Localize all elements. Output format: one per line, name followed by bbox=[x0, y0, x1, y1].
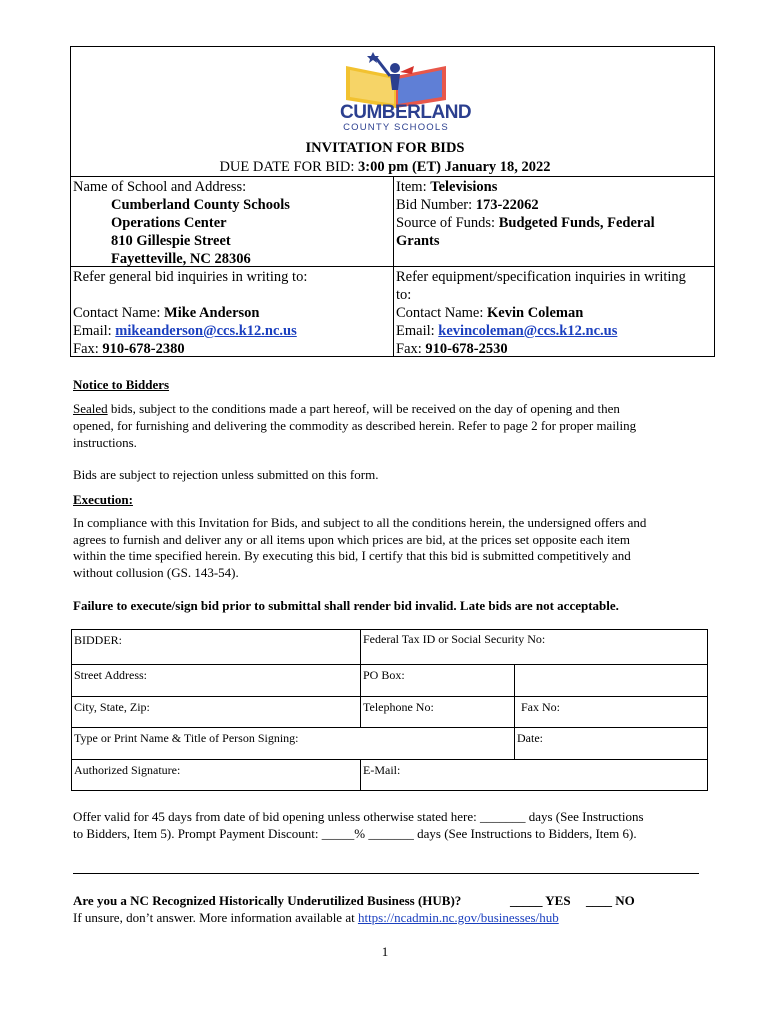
funds-value: Budgeted Funds, Federal bbox=[498, 215, 655, 231]
equipment-contact-name bbox=[396, 304, 583, 322]
general-email-link[interactable]: mikeanderson@ccs.k12.nc.us bbox=[115, 323, 297, 339]
email-field[interactable]: E-Mail: bbox=[363, 763, 401, 777]
date-field[interactable]: Date: bbox=[517, 731, 543, 745]
fax-label: Fax: bbox=[396, 341, 422, 357]
notice-line-1 bbox=[73, 401, 713, 418]
funds-value-cont: Grants bbox=[396, 233, 440, 249]
hub-link[interactable]: https://ncadmin.nc.gov/businesses/hub bbox=[357, 910, 559, 925]
po-box-field[interactable]: PO Box: bbox=[363, 668, 405, 682]
equipment-contact-fax bbox=[396, 340, 508, 358]
hub-note-text: If unsure, don’t answer. More information available at bbox=[73, 910, 358, 925]
sealed-word: Sealed bbox=[73, 401, 108, 416]
bidder-field[interactable]: BIDDER: bbox=[74, 633, 122, 647]
contact-name-value: Mike Anderson bbox=[164, 305, 260, 321]
hub-question: Are you a NC Recognized Historically Underutilized Business (HUB)? bbox=[73, 893, 462, 908]
contact-name-value: Kevin Coleman bbox=[487, 305, 584, 321]
school-dept: Operations Center bbox=[111, 215, 227, 231]
hub-note bbox=[73, 910, 559, 927]
fax-value: 910-678-2380 bbox=[102, 341, 185, 357]
hub-yes-option[interactable]: _____ YES bbox=[510, 893, 571, 908]
telephone-field[interactable]: Telephone No: bbox=[363, 700, 434, 714]
fax-value: 910-678-2530 bbox=[425, 341, 508, 357]
fax-field[interactable]: Fax No: bbox=[521, 700, 560, 714]
general-contact-fax bbox=[73, 340, 185, 358]
execution-heading: Execution: bbox=[73, 492, 133, 507]
logo-subtitle: COUNTY SCHOOLS bbox=[343, 122, 449, 133]
item-line bbox=[396, 178, 497, 196]
tax-id-field[interactable]: Federal Tax ID or Social Security No: bbox=[363, 632, 546, 646]
email-label: Email: bbox=[396, 323, 435, 339]
bidder-form bbox=[71, 629, 708, 791]
school-label: Name of School and Address: bbox=[73, 179, 247, 195]
rejection-note: Bids are subject to rejection unless submitted on this form. bbox=[73, 467, 379, 482]
execution-line-1: In compliance with this Invitation for Bids, and subject to all the conditions herein, the undersigned offers and bbox=[73, 515, 647, 530]
page-number: 1 bbox=[381, 944, 389, 959]
general-inquiries-intro: Refer general bid inquiries in writing to: bbox=[73, 269, 308, 285]
invalid-bid-warning: Failure to execute/sign bid prior to submittal shall render bid invalid. Late bids are not acceptable. bbox=[73, 598, 619, 613]
item-label: Item: bbox=[396, 179, 427, 195]
bid-number-label: Bid Number: bbox=[396, 197, 473, 213]
hub-no-option[interactable]: ____ NO bbox=[586, 893, 635, 908]
due-date-label: DUE DATE FOR BID: bbox=[219, 159, 355, 175]
contact-name-label: Contact Name: bbox=[73, 305, 161, 321]
funds-label: Source of Funds: bbox=[396, 215, 496, 231]
school-street: 810 Gillespie Street bbox=[111, 233, 231, 249]
signature-field[interactable]: Authorized Signature: bbox=[74, 763, 181, 777]
general-contact-email bbox=[73, 322, 297, 340]
offer-line-1: Offer valid for 45 days from date of bid opening unless otherwise stated here: _______ days (See Instructions bbox=[73, 809, 644, 824]
funds-line bbox=[396, 214, 655, 232]
due-date-value: 3:00 pm (ET) January 18, 2022 bbox=[358, 159, 551, 175]
contact-name-label: Contact Name: bbox=[396, 305, 484, 321]
execution-line-3: within the time specified herein. By executing this bid, I certify that this bid is submitted competitively and bbox=[73, 548, 631, 563]
notice-line-2: opened, for furnishing and delivering the commodity as described herein. Refer to page 2 for proper mailing bbox=[73, 418, 637, 433]
logo-title: CUMBERLAND bbox=[340, 102, 472, 123]
fax-label: Fax: bbox=[73, 341, 99, 357]
bid-number-value: 173-22062 bbox=[475, 197, 539, 213]
cumberland-logo bbox=[340, 50, 472, 134]
due-date-line bbox=[0, 158, 770, 176]
school-city: Fayetteville, NC 28306 bbox=[111, 251, 251, 267]
notice-heading: Notice to Bidders bbox=[73, 377, 170, 392]
equipment-contact-email bbox=[396, 322, 617, 340]
bid-number-line bbox=[396, 196, 539, 214]
item-value: Televisions bbox=[430, 179, 498, 195]
street-address-field[interactable]: Street Address: bbox=[74, 668, 147, 682]
email-label: Email: bbox=[73, 323, 112, 339]
doc-title: INVITATION FOR BIDS bbox=[305, 140, 465, 156]
city-state-zip-field[interactable]: City, State, Zip: bbox=[74, 700, 150, 714]
notice-line-3: instructions. bbox=[73, 435, 137, 450]
equipment-inquiries-intro: Refer equipment/specification inquiries in writing bbox=[396, 269, 686, 285]
offer-line-2: to Bidders, Item 5). Prompt Payment Discount: _____% _______ days (See Instructions to Bidders, Item 6). bbox=[73, 826, 637, 841]
equipment-email-link[interactable]: kevincoleman@ccs.k12.nc.us bbox=[438, 323, 618, 339]
notice-line-1-text: bids, subject to the conditions made a part hereof, will be received on the day of opening and then bbox=[107, 401, 620, 416]
equipment-inquiries-intro-cont: to: bbox=[396, 287, 412, 303]
school-name: Cumberland County Schools bbox=[111, 197, 290, 213]
name-title-field[interactable]: Type or Print Name & Title of Person Signing: bbox=[74, 731, 299, 745]
general-contact-name bbox=[73, 304, 259, 322]
section-divider bbox=[73, 873, 699, 874]
execution-line-4: without collusion (GS. 143-54). bbox=[73, 565, 239, 580]
execution-line-2: agrees to furnish and deliver any or all items upon which prices are bid, at the prices set opposite each item bbox=[73, 532, 631, 547]
header-column-divider bbox=[393, 176, 394, 357]
